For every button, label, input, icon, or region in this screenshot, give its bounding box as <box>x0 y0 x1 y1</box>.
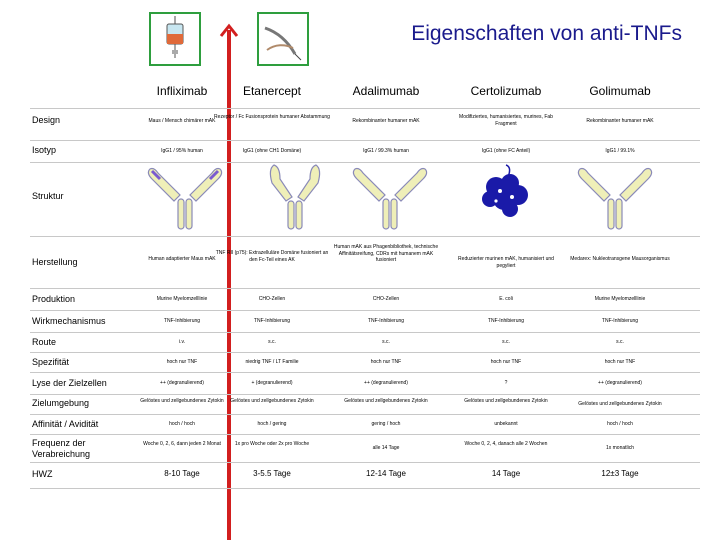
row-divider <box>30 414 700 415</box>
table-cell: IgG1 / 95% human <box>161 148 203 154</box>
row-label-design: Design <box>32 115 61 125</box>
table-cell: s.c. <box>502 339 510 345</box>
table-cell: hoch / hoch <box>607 421 633 427</box>
table-cell: CHO-Zellen <box>372 296 400 302</box>
table-cell: TNF-Inhibierung <box>487 318 525 324</box>
table-cell: gering / hoch <box>371 421 401 427</box>
table-cell: hoch / gering <box>257 421 287 427</box>
row-divider <box>30 434 700 435</box>
table-cell: hoch / hoch <box>169 421 195 427</box>
table-cell: 3-5.5 Tage <box>253 469 291 478</box>
table-cell: s.c. <box>616 339 624 345</box>
table-cell: 12±3 Tage <box>601 469 639 478</box>
table-cell: Woche 0, 2, 6, dann jeden 2 Monat <box>143 441 221 447</box>
table-cell: TNF RII (p75): Extrazelluläre Domäne fusioniert an den Fc-Teil eines AK <box>215 250 329 263</box>
table-cell: IgG1 / 99.3% human <box>363 148 409 154</box>
row-label-route: Route <box>32 337 57 347</box>
table-cell: hoch nur TNF <box>370 359 402 365</box>
table-cell: niedrig TNF / LT Familie <box>245 359 299 365</box>
column-header-certolizumab: Certolizumab <box>470 84 542 98</box>
table-cell: CHO-Zellen <box>258 296 286 302</box>
table-cell: ++ (degranulierend) <box>598 380 642 386</box>
table-cell: Reduzierter murinen mAK, humanisiert und pegyliert <box>458 256 554 269</box>
table-cell: hoch nur TNF <box>166 359 198 365</box>
subcutaneous-injection-icon <box>257 12 309 66</box>
table-cell: Gelöstes und zellgebundenes Zytokin <box>230 398 314 404</box>
row-divider <box>30 310 700 311</box>
row-divider <box>30 288 700 289</box>
column-header-adalimumab: Adalimumab <box>352 84 420 98</box>
table-cell: ++ (degranulierend) <box>364 380 408 386</box>
table-cell: unbekannt <box>494 421 518 427</box>
table-cell: Human mAK aus Phagenbibliothek, technische Affinitätsreifung, CDRs mit humanem mAK fusioniert <box>333 244 439 263</box>
row-divider <box>30 352 700 353</box>
column-header-golimumab: Golimumab <box>589 84 651 98</box>
row-label-produktion: Produktion <box>32 294 76 304</box>
iv-infusion-icon <box>149 12 201 66</box>
table-cell: ++ (degranulierend) <box>160 380 204 386</box>
table-cell: 1x monatlich <box>605 445 635 451</box>
table-cell: 12-14 Tage <box>366 469 406 478</box>
etanercept-structure-image <box>250 163 340 233</box>
page-title: Eigenschaften von anti-TNFs <box>411 22 682 45</box>
table-cell: 8-10 Tage <box>164 469 200 478</box>
row-label-spezifitaet: Spezifität <box>32 357 70 367</box>
row-divider <box>30 236 700 237</box>
table-cell: s.c. <box>382 339 390 345</box>
infliximab-structure-image <box>140 163 230 233</box>
table-cell: Murine Myelomzelllinie <box>594 296 646 302</box>
table-cell: Murine Myelomzelllinie <box>156 296 208 302</box>
table-cell: Rekombinanter humaner mAK <box>352 118 420 124</box>
table-cell: Rezeptor / Fc Fusionsprotein humaner Abstammung <box>214 114 330 120</box>
table-cell: 1x pro Woche oder 2x pro Woche <box>234 441 310 447</box>
row-label-affinitaet: Affinität / Avidität <box>32 419 99 429</box>
row-divider <box>30 372 700 373</box>
table-cell: Modifiziertes, humanisiertes, murines, Fab Fragment <box>459 114 553 127</box>
column-header-infliximab: Infliximab <box>156 84 208 98</box>
table-cell: + (degranulierend) <box>251 380 293 386</box>
row-divider <box>30 394 700 395</box>
table-cell: TNF-Inhibierung <box>601 318 639 324</box>
row-label-herstellung: Herstellung <box>32 257 78 267</box>
table-cell: Gelöstes und zellgebundenes Zytokin <box>464 398 548 404</box>
table-cell: i.v. <box>178 339 186 345</box>
golimumab-structure-image <box>570 163 660 233</box>
table-cell: Woche 0, 2, 4, danach alle 2 Wochen <box>464 441 548 447</box>
table-cell: Rekombinanter humaner mAK <box>586 118 654 124</box>
table-cell: ? <box>504 380 508 386</box>
row-label-wirkmechanismus: Wirkmechanismus <box>32 316 106 326</box>
table-cell: Gelöstes und zellgebundenes Zytokin <box>140 398 224 404</box>
table-cell: Medarex: Nukleotransgene Mausorganismus <box>570 256 670 262</box>
table-cell: Gelöstes und zellgebundenes Zytokin <box>578 401 662 407</box>
row-label-struktur: Struktur <box>32 191 64 201</box>
table-cell: IgG1 (ohne FC Anteil) <box>481 148 531 154</box>
row-label-zielumgebung: Zielumgebung <box>32 398 90 408</box>
certolizumab-structure-image <box>460 163 550 233</box>
table-cell: s.c. <box>268 339 276 345</box>
table-cell: 14 Tage <box>491 469 521 478</box>
table-cell: TNF-Inhibierung <box>163 318 201 324</box>
row-divider <box>30 488 700 489</box>
table-cell: TNF-Inhibierung <box>253 318 291 324</box>
row-divider <box>30 140 700 141</box>
row-divider <box>30 462 700 463</box>
table-cell: IgG1 / 99.1% <box>605 148 635 154</box>
row-label-lyse: Lyse der Zielzellen <box>32 378 107 388</box>
table-cell: Maus / Mensch chimärer mAK <box>148 118 216 124</box>
table-cell: IgG1 (ohne CH1 Domäne) <box>242 148 302 154</box>
row-label-isotyp: Isotyp <box>32 145 57 155</box>
row-divider <box>30 108 700 109</box>
table-cell: E. coli <box>499 296 513 302</box>
row-label-frequenz: Frequenz der Verabreichung <box>32 438 91 459</box>
table-cell: hoch nur TNF <box>490 359 522 365</box>
divider-line <box>227 30 231 540</box>
table-cell: Gelöstes und zellgebundenes Zytokin <box>344 398 428 404</box>
table-cell: TNF-Inhibierung <box>367 318 405 324</box>
column-header-etanercept: Etanercept <box>242 84 302 98</box>
adalimumab-structure-image <box>345 163 435 233</box>
table-cell: hoch nur TNF <box>604 359 636 365</box>
row-label-hwz: HWZ <box>32 469 53 479</box>
table-cell: Human adaptierter Maus mAK <box>148 256 216 262</box>
row-divider <box>30 332 700 333</box>
table-cell: alle 14 Tage <box>372 445 400 451</box>
